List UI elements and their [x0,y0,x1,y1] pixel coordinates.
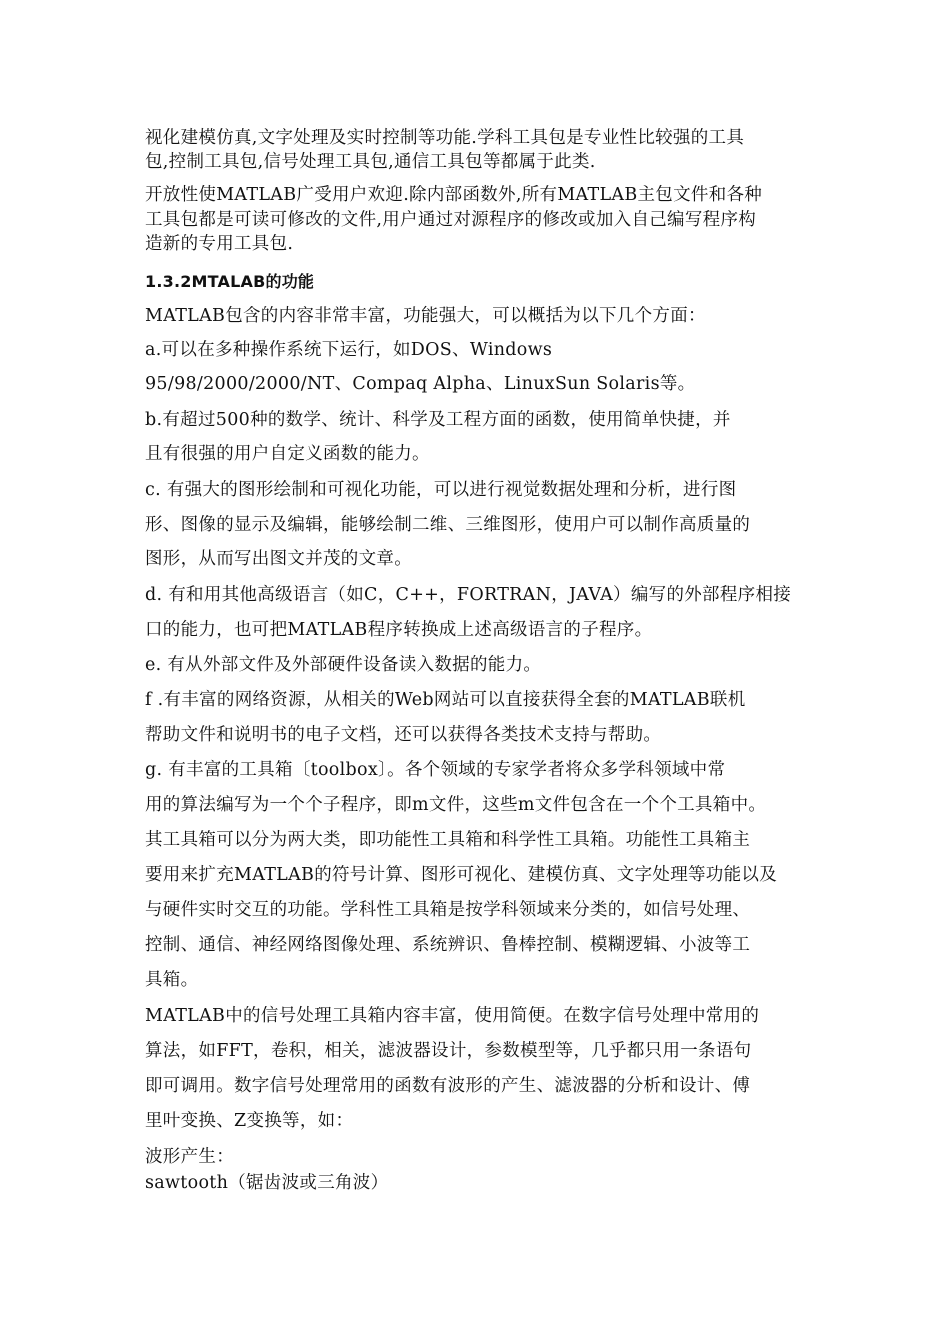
list-item-line: e. 有从外部文件及外部硬件设备读入数据的能力。 [145,655,542,675]
list-item-line: 且有很强的用户自定义函数的能力。 [145,444,430,464]
list-item-line: c. 有强大的图形绘制和可视化功能，可以进行视觉数据处理和分析，进行图 [145,480,737,500]
list-item-line: b.有超过500种的数学、统计、科学及工程方面的函数，使用简单快捷，并 [145,410,731,430]
list-item-line: 口的能力，也可把MATLAB程序转换成上述高级语言的子程序。 [145,620,653,640]
list-item-line: 其工具箱可以分为两大类，即功能性工具箱和科学性工具箱。功能性工具箱主 [145,830,751,850]
list-item-line: 95/98/2000/2000/NT、Compaq Alpha、LinuxSun Solaris等。 [145,374,696,394]
list-item-line: d. 有和用其他高级语言（如C，C++，FORTRAN，JAVA）编写的外部程序相接 [145,585,792,605]
list-item-line: 与硬件实时交互的功能。学科性工具箱是按学科领域来分类的，如信号处理、 [145,900,751,920]
list-item-line: 图形，从而写出图文并茂的文章。 [145,549,412,569]
list-item-line: a.可以在多种操作系统下运行，如DOS、Windows [145,340,553,360]
paragraph-line: 开放性使MATLAB广受用户欢迎.除内部函数外,所有MATLAB主包文件和各种 [145,185,763,205]
paragraph-line: MATLAB中的信号处理工具箱内容丰富，使用简便。在数字信号处理中常用的 [145,1006,760,1026]
list-item-line: g. 有丰富的工具箱〔toolbox〕。各个领域的专家学者将众多学科领域中常 [145,760,726,780]
paragraph-line: 造新的专用工具包. [145,234,294,254]
subheading-line: 波形产生： [145,1147,234,1167]
list-item-line: 用的算法编写为一个个子程序，即m文件，这些m文件包含在一个个工具箱中。 [145,795,767,815]
paragraph-line: 工具包都是可读可修改的文件,用户通过对源程序的修改或加入自己编写程序构 [145,210,757,230]
list-item-line: 要用来扩充MATLAB的符号计算、图形可视化、建模仿真、文字处理等功能以及 [145,865,777,885]
function-line: sawtooth（锯齿波或三角波） [145,1173,389,1193]
list-item-line: 形、图像的显示及编辑，能够绘制二维、三维图形，使用户可以制作高质量的 [145,515,751,535]
paragraph-line: MATLAB包含的内容非常丰富，功能强大，可以概括为以下几个方面： [145,306,706,326]
section-heading: 1.3.2MTALAB的功能 [145,272,315,291]
list-item-line: f .有丰富的网络资源，从相关的Web网站可以直接获得全套的MATLAB联机 [145,690,746,710]
paragraph-line: 包,控制工具包,信号处理工具包,通信工具包等都属于此类. [145,152,596,172]
list-item-line: 控制、通信、神经网络图像处理、系统辨识、鲁棒控制、模糊逻辑、小波等工 [145,935,751,955]
paragraph-line: 算法，如FFT，卷积，相关，滤波器设计，参数模型等，几乎都只用一条语句 [145,1041,752,1061]
paragraph-line: 即可调用。数字信号处理常用的函数有波形的产生、滤波器的分析和设计、傅 [145,1076,751,1096]
list-item-line: 帮助文件和说明书的电子文档，还可以获得各类技术支持与帮助。 [145,725,662,745]
paragraph-line: 视化建模仿真,文字处理及实时控制等功能.学科工具包是专业性比较强的工具 [145,128,745,148]
paragraph-line: 里叶变换、Z变换等，如： [145,1111,354,1131]
list-item-line: 具箱。 [145,970,199,990]
